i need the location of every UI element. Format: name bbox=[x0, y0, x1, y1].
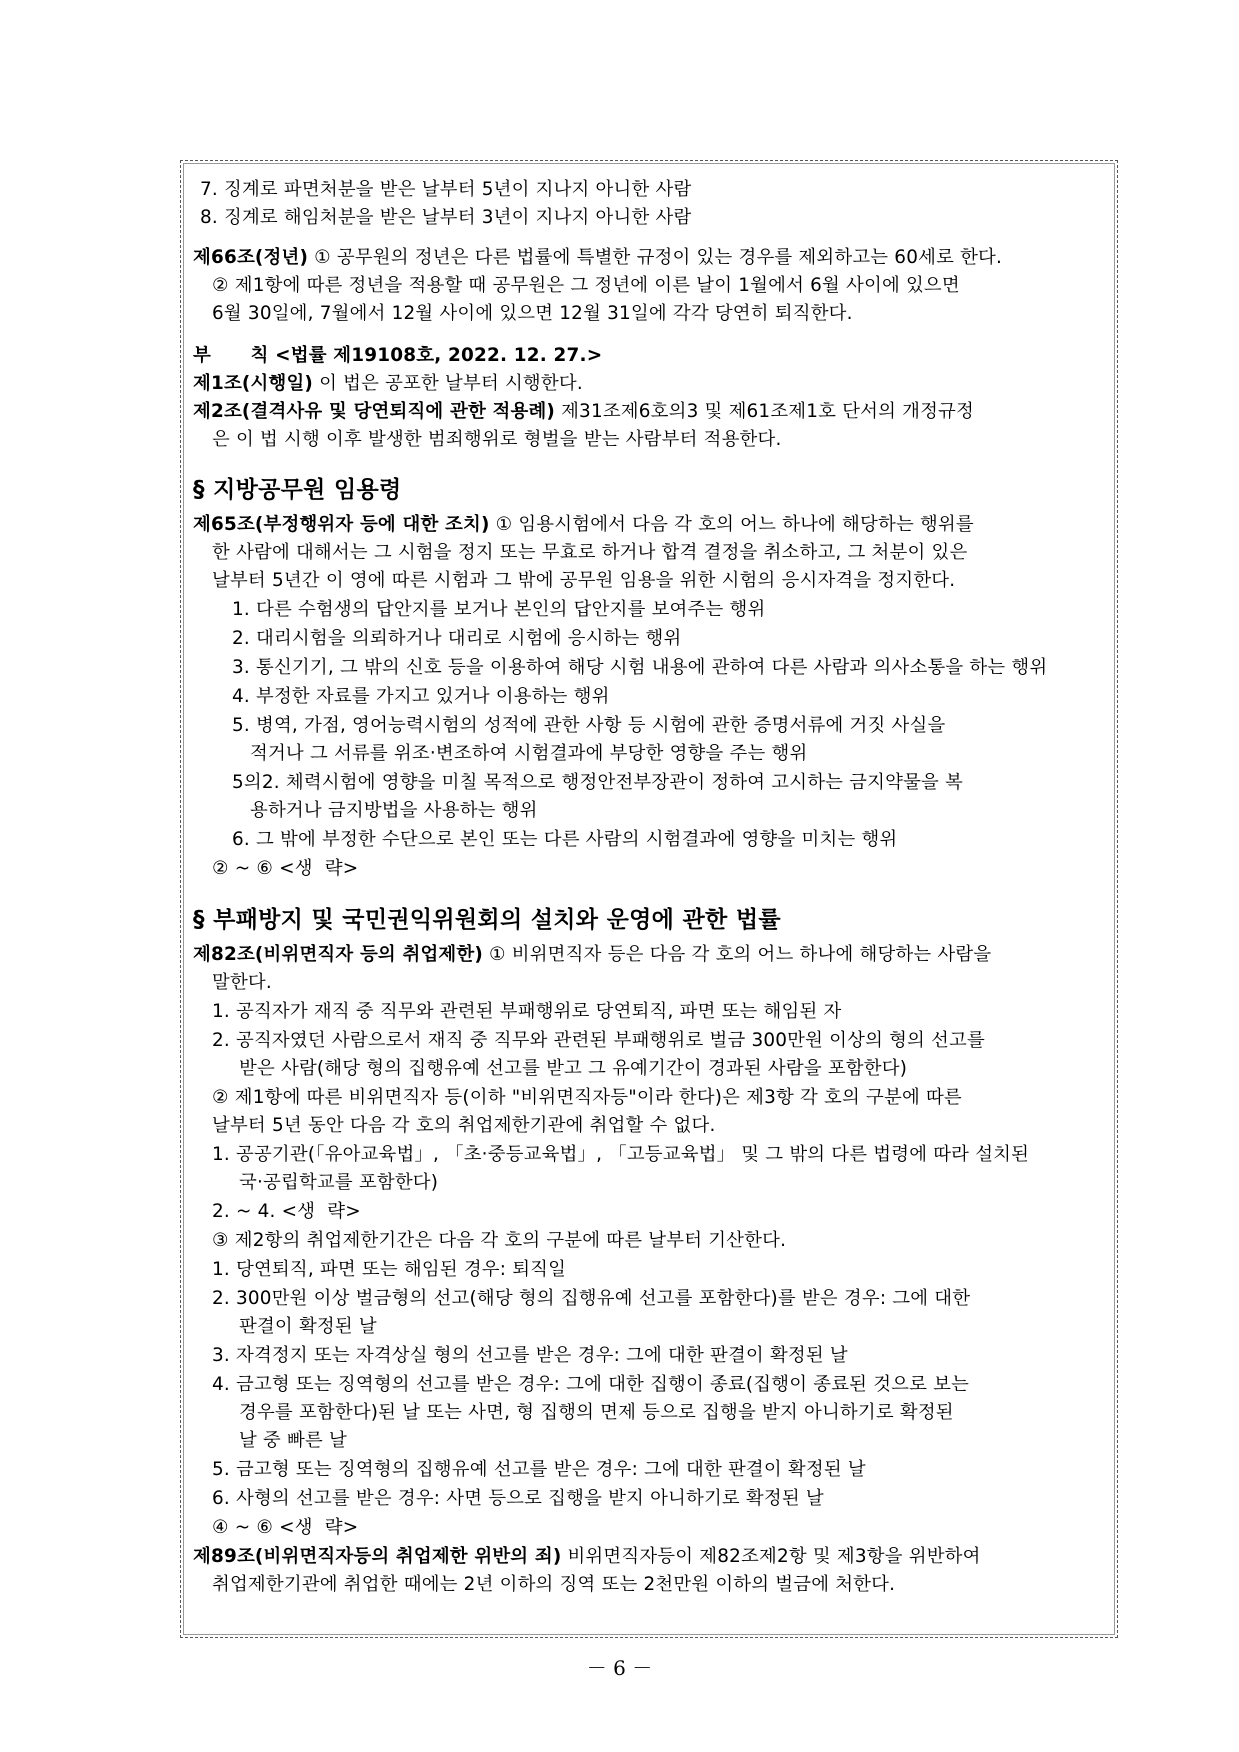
article-heading: 제1조(시행일) bbox=[193, 373, 314, 394]
addendum-article-2: 제2조(결격사유 및 당연퇴직에 관한 적용례) 제31조제6호의3 및 제61조제1호 단서의 개정규정 bbox=[193, 401, 974, 422]
list-item: 1. 당연퇴직, 파면 또는 해임된 경우: 퇴직일 bbox=[212, 1259, 567, 1280]
list-item: 4. 금고형 또는 징역형의 선고를 받은 경우: 그에 대한 집행이 종료(집행이 종료된 것으로 보는 bbox=[212, 1374, 970, 1395]
omitted-paragraphs: ④ ~ ⑥ <생 략> bbox=[212, 1517, 359, 1538]
page-number: － 6 － bbox=[586, 1656, 653, 1680]
article-66: 제66조(정년) ① 공무원의 정년은 다른 법률에 특별한 규정이 있는 경우를 제외하고는 60세로 한다. bbox=[193, 247, 1003, 268]
list-item: 3. 통신기기, 그 밖의 신호 등을 이용하여 해당 시험 내용에 관하여 다른 사람과 의사소통을 하는 행위 bbox=[232, 657, 1048, 678]
list-item: 2. 대리시험을 의뢰하거나 대리로 시험에 응시하는 행위 bbox=[232, 628, 682, 649]
article-heading: 제82조(비위면직자 등의 취업제한) bbox=[193, 944, 483, 965]
list-item-continuation: 경우를 포함한다)된 날 또는 사면, 형 집행의 면제 등으로 집행을 받지 아니하기로 확정된 bbox=[239, 1402, 954, 1423]
list-item: 2. 300만원 이상 벌금형의 선고(해당 형의 집행유예 선고를 포함한다)를 받은 경우: 그에 대한 bbox=[212, 1288, 971, 1309]
list-item: 5의2. 체력시험에 영향을 미칠 목적으로 행정안전부장관이 정하여 고시하는 금지약물을 복 bbox=[232, 772, 964, 793]
list-item: 1. 공공기관(「유아교육법」, 「초·중등교육법」, 「고등교육법」 및 그 밖의 다른 법령에 따라 설치된 bbox=[212, 1144, 1030, 1165]
list-item-continuation: 국·공립학교를 포함한다) bbox=[239, 1172, 439, 1193]
article-heading: 제89조(비위면직자등의 취업제한 위반의 죄) bbox=[193, 1546, 562, 1567]
list-item: 7. 징계로 파면처분을 받은 날부터 5년이 지나지 아니한 사람 bbox=[200, 179, 692, 200]
addendum-heading: 부 칙 <법률 제19108호, 2022. 12. 27.> bbox=[193, 345, 603, 366]
paragraph-line: 취업제한기관에 취업한 때에는 2년 이하의 징역 또는 2천만원 이하의 벌금에 처한다. bbox=[212, 1574, 896, 1595]
list-item: 1. 다른 수험생의 답안지를 보거나 본인의 답안지를 보여주는 행위 bbox=[232, 599, 766, 620]
list-item-continuation: 용하거나 금지방법을 사용하는 행위 bbox=[250, 800, 538, 821]
paragraph-line: 말한다. bbox=[212, 972, 272, 993]
article-heading: 제65조(부정행위자 등에 대한 조치) bbox=[193, 514, 490, 535]
paragraph-line: 은 이 법 시행 이후 발생한 범죄행위로 형벌을 받는 사람부터 적용한다. bbox=[212, 429, 782, 450]
list-item: 5. 금고형 또는 징역형의 집행유예 선고를 받은 경우: 그에 대한 판결이 확정된 날 bbox=[212, 1459, 866, 1480]
section-heading: § 지방공무원 임용령 bbox=[193, 477, 402, 503]
list-item-continuation: 판결이 확정된 날 bbox=[239, 1316, 377, 1337]
article-89: 제89조(비위면직자등의 취업제한 위반의 죄) 비위면직자등이 제82조제2항 및 제3항을 위반하여 bbox=[193, 1546, 981, 1567]
list-item: 2. 공직자였던 사람으로서 재직 중 직무와 관련된 부패행위로 벌금 300만원 이상의 형의 선고를 bbox=[212, 1030, 985, 1051]
addendum-article-1: 제1조(시행일) 이 법은 공포한 날부터 시행한다. bbox=[193, 373, 583, 394]
paragraph-line: 6월 30일에, 7월에서 12월 사이에 있으면 12월 31일에 각각 당연히 퇴직한다. bbox=[212, 303, 853, 324]
section-heading: § 부패방지 및 국민권익위원회의 설치와 운영에 관한 법률 bbox=[193, 907, 781, 933]
list-item: 8. 징계로 해임처분을 받은 날부터 3년이 지나지 아니한 사람 bbox=[200, 207, 692, 228]
list-item-continuation: 적거나 그 서류를 위조·변조하여 시험결과에 부당한 영향을 주는 행위 bbox=[250, 743, 808, 764]
omitted-paragraphs: ② ~ ⑥ <생 략> bbox=[212, 858, 359, 879]
list-item: 1. 공직자가 재직 중 직무와 관련된 부패행위로 당연퇴직, 파면 또는 해임된 자 bbox=[212, 1001, 842, 1022]
paragraph-line: 날부터 5년 동안 다음 각 호의 취업제한기관에 취업할 수 없다. bbox=[212, 1115, 716, 1136]
list-item: 4. 부정한 자료를 가지고 있거나 이용하는 행위 bbox=[232, 686, 610, 707]
list-item-continuation: 날 중 빠른 날 bbox=[239, 1430, 347, 1451]
omitted-items: 2. ~ 4. <생 략> bbox=[212, 1201, 361, 1222]
article-heading: 제66조(정년) bbox=[193, 247, 309, 268]
article-65: 제65조(부정행위자 등에 대한 조치) ① 임용시험에서 다음 각 호의 어느 하나에 해당하는 행위를 bbox=[193, 514, 974, 535]
list-item: 3. 자격정지 또는 자격상실 형의 선고를 받은 경우: 그에 대한 판결이 확정된 날 bbox=[212, 1345, 848, 1366]
paragraph-line: ② 제1항에 따른 정년을 적용할 때 공무원은 그 정년에 이른 날이 1월에서 6월 사이에 있으면 bbox=[212, 275, 960, 296]
article-82: 제82조(비위면직자 등의 취업제한) ① 비위면직자 등은 다음 각 호의 어느 하나에 해당하는 사람을 bbox=[193, 944, 992, 965]
paragraph-line: 날부터 5년간 이 영에 따른 시험과 그 밖에 공무원 임용을 위한 시험의 응시자격을 정지한다. bbox=[212, 570, 956, 591]
list-item-continuation: 받은 사람(해당 형의 집행유예 선고를 받고 그 유예기간이 경과된 사람을 포함한다) bbox=[239, 1058, 908, 1079]
article-heading: 제2조(결격사유 및 당연퇴직에 관한 적용례) bbox=[193, 401, 556, 422]
list-item: 5. 병역, 가점, 영어능력시험의 성적에 관한 사항 등 시험에 관한 증명서류에 거짓 사실을 bbox=[232, 715, 946, 736]
list-item: 6. 사형의 선고를 받은 경우: 사면 등으로 집행을 받지 아니하기로 확정된 날 bbox=[212, 1488, 824, 1509]
list-item: 6. 그 밖에 부정한 수단으로 본인 또는 다른 사람의 시험결과에 영향을 미치는 행위 bbox=[232, 829, 898, 850]
paragraph-line: 한 사람에 대해서는 그 시험을 정지 또는 무효로 하거나 합격 결정을 취소하고, 그 처분이 있은 bbox=[212, 542, 968, 563]
paragraph-line: ③ 제2항의 취업제한기간은 다음 각 호의 구분에 따른 날부터 기산한다. bbox=[212, 1230, 787, 1251]
paragraph-line: ② 제1항에 따른 비위면직자 등(이하 "비위면직자등"이라 한다)은 제3항 각 호의 구분에 따른 bbox=[212, 1087, 962, 1108]
